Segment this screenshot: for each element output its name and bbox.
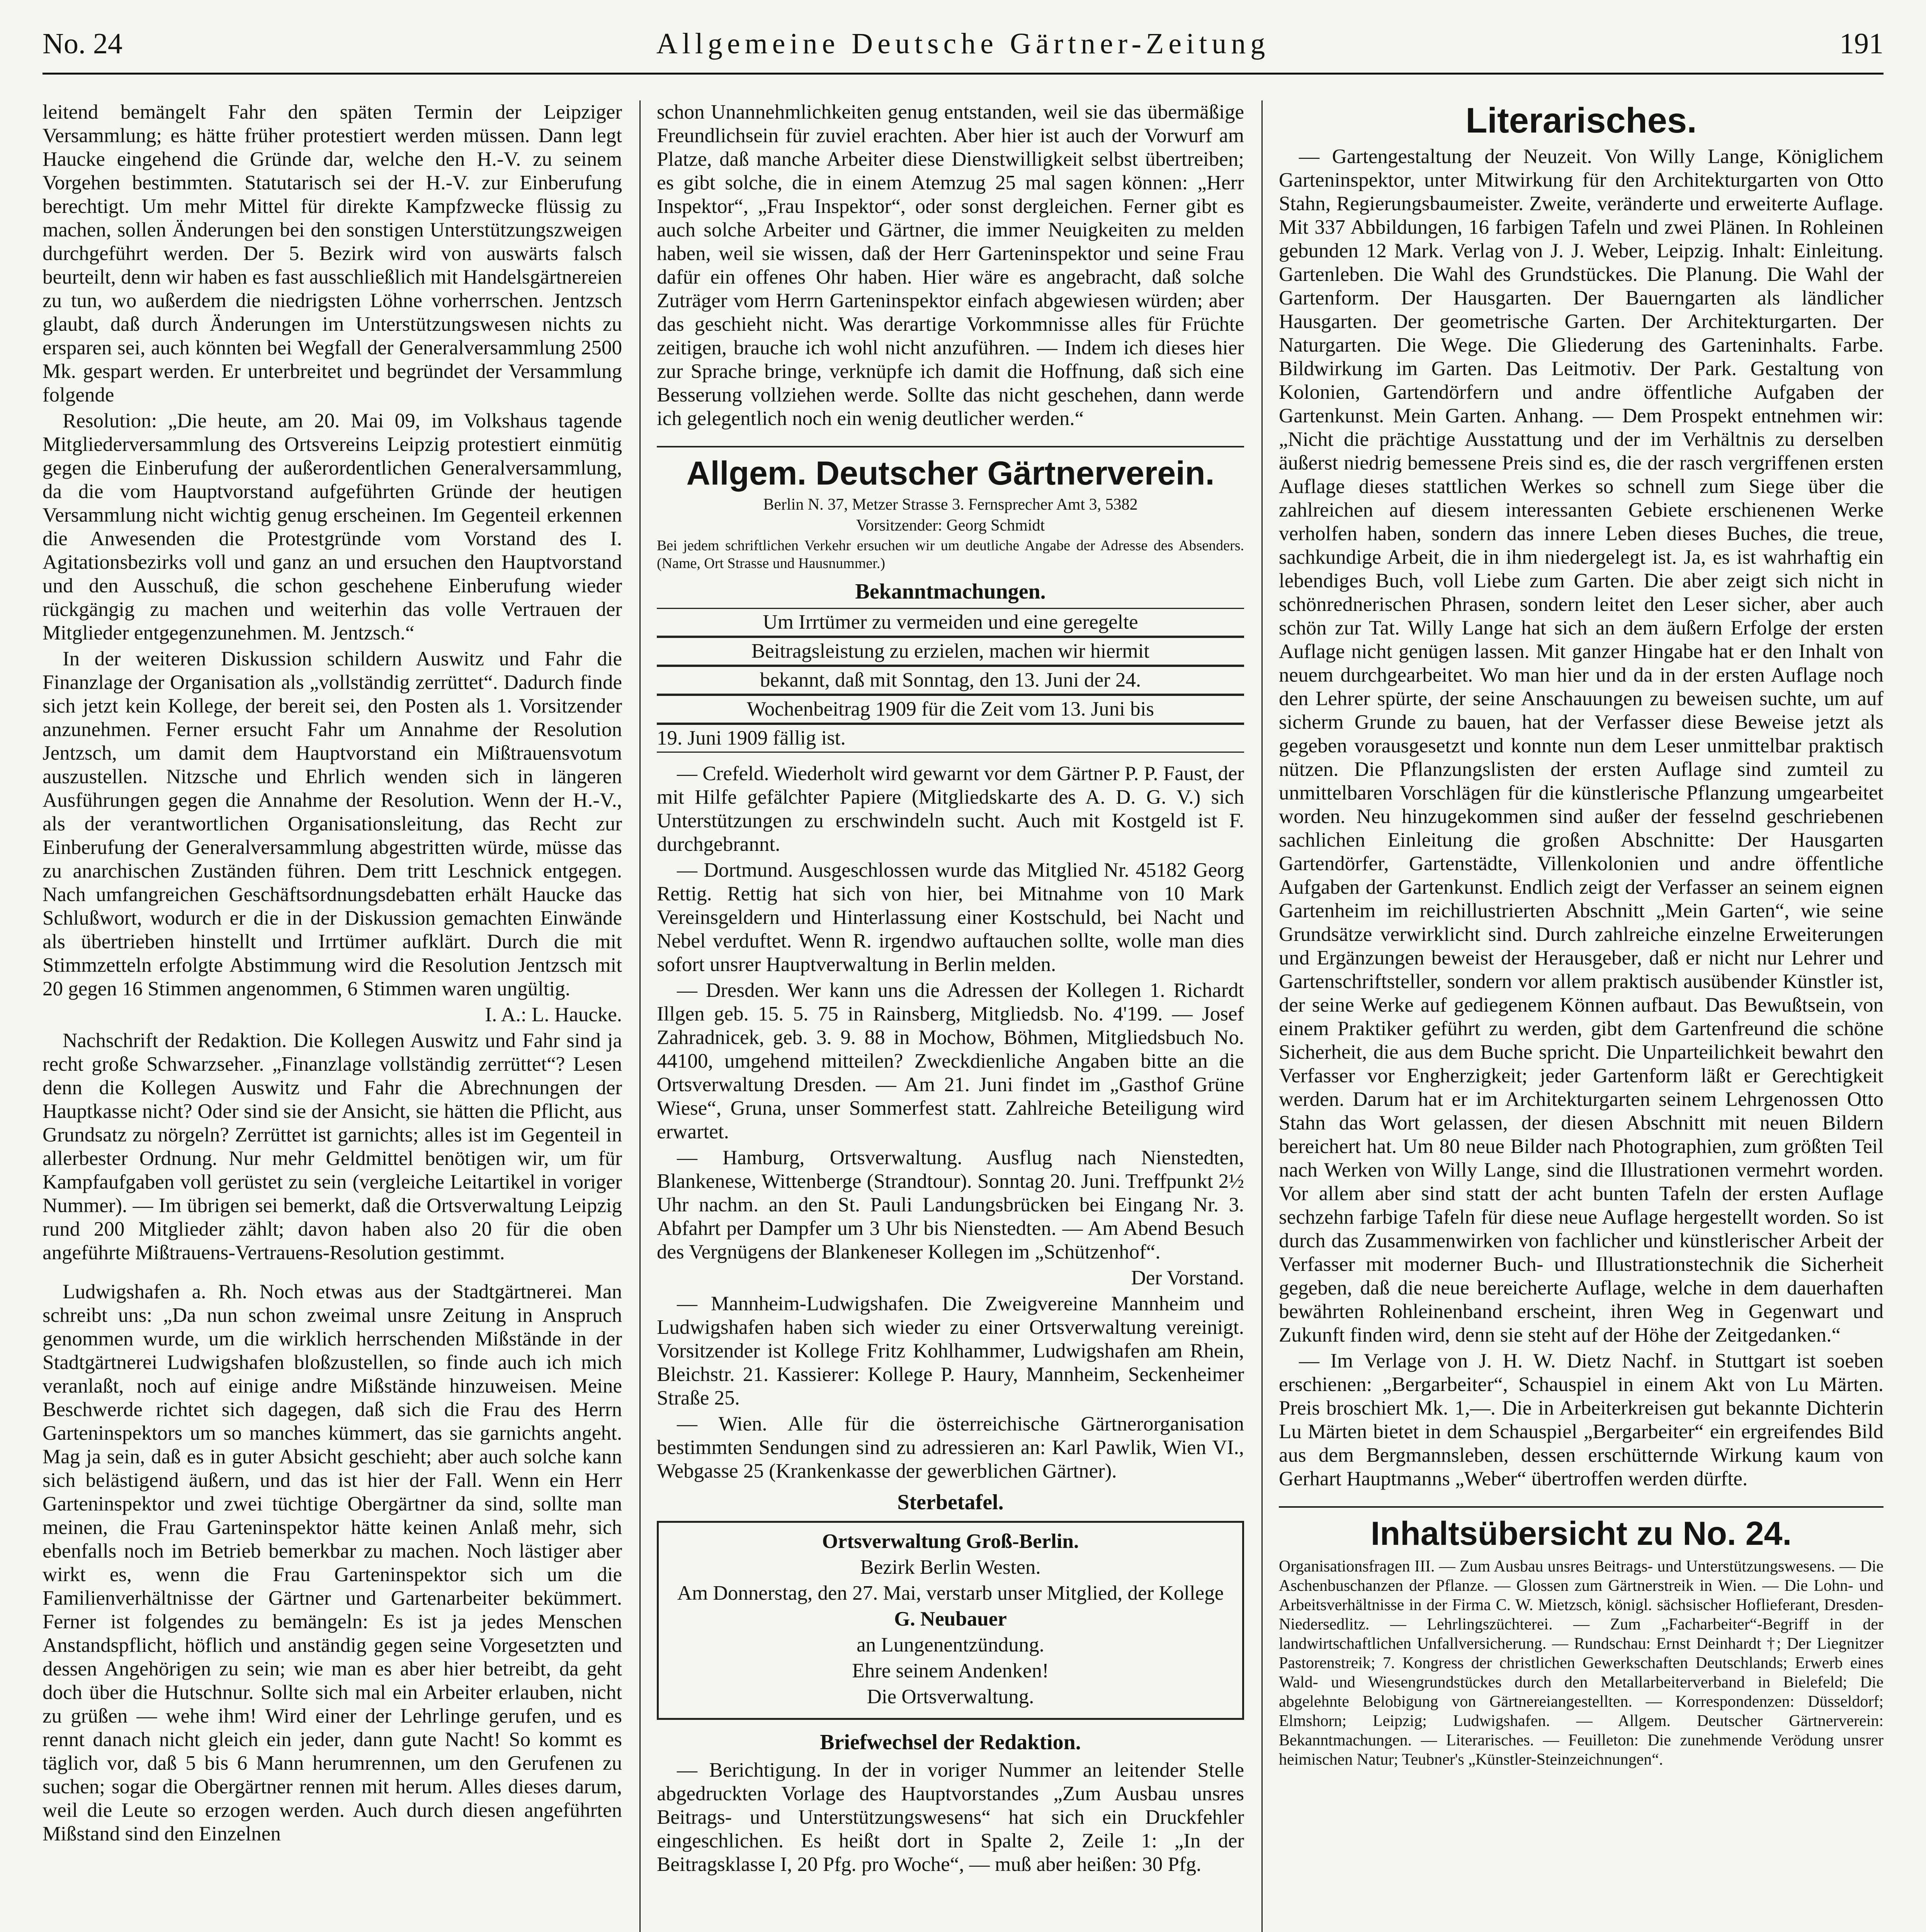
obituary-title: Sterbetafel. — [897, 1490, 1004, 1514]
column-2 — [657, 100, 1244, 1932]
newspaper-title: Allgemeine Deutsche Gärtner-Zeitung — [656, 27, 1270, 60]
obituary-name: G. Neubauer — [894, 1608, 1007, 1630]
obituary-line: Die Ortsverwaltung. — [867, 1685, 1034, 1708]
ludwigshafen-article: Ludwigshafen a. Rh. Noch etwas aus der Stadtgärtnerei. Man schreibt uns: „Da nun schon zweimal unsre Zeitung in Anspruch genommen wurde, um die wirklich herrschenden Mißstände in der Stadtgärtnerei Ludwigshafen bloßzustellen, so finde auch ich mich veranlaßt, noch auf einige andre Mißstände hinzuweisen. Meine Beschwerde richtet sich dagegen, daß sich die Frau des Herrn Garteninspektors um so manches kümmert, das sie garnichts angeht. Mag ja sein, daß es in guter Absicht geschieht; aber auch solche kann sich belästigend äußern, und das ist hier der Fall. Wenn ein Herr Garteninspektor und zwei tüchtige Obergärtner da sind, sollte man meinen, die Frau Garteninspektor hätte keinen Anlaß mehr, sich ebenfalls noch im Betrieb bemerkbar zu machen. Noch lästiger aber wirkt es, wenn die Frau Garteninspektor sich um die Familienverhältnisse der Gärtner und Gartenarbeiter bekümmert. Ferner ist folgendes zu bemängeln: Es ist ja jedes Menschen Anstandspflicht, höflich und anständig gegen seine Vorgesetzten und dessen Angehörigen zu sein; wie man es aber hier betreibt, da geht doch über die Hutschnur. Sollte sich mal ein Arbeiter erlauben, nicht zu grüßen — wehe ihm! Wird einer der Lehrlinge gerufen, und es rennt danach nicht gleich ein jeder, dann gute Nacht! So kommt es täglich vor, daß 5 bis 6 Mann herumrennen, um den Gerufenen zu suchen; sogar die Obergärtner rennen mit herum. Alles dieses darum, weil die Leute so erzogen werden. Auch durch diesen angeführten Mißstand sind den Einzelnen — [42, 1281, 622, 1845]
obituary-box — [657, 1521, 1244, 1720]
page-number: 191 — [1839, 27, 1884, 60]
notice-mannheim: — Mannheim-Ludwigshafen. Die Zweigvereine Mannheim und Ludwigshafen haben sich wieder zu einer Ortsverwaltung vereinigt. Vorsitzender ist Kollege Fritz Kohlhammer, Ludwigshafen am Rhein, Bleichstr. 21. Kassierer: Kollege P. Haury, Mannheim, Seckenheimer Straße 25. — [657, 1293, 1244, 1409]
notice-dortmund: — Dortmund. Ausgeschlossen wurde das Mitglied Nr. 45182 Georg Rettig. Rettig hat sich von hier, bei Mitnahme von 10 Mark Vereinsgeldern und Hinterlassung einer Kostschuld, bei Nacht und Nebel verduftet. Wenn R. irgendwo auftauchen sollte, wolle man dies sofort unsrer Hauptverwaltung in Berlin melden. — [657, 859, 1244, 976]
announcement-line: Wochenbeitrag 1909 für die Zeit vom 13. Juni bis — [657, 695, 1244, 724]
association-note: Bei jedem schriftlichen Verkehr ersuchen wir um deutliche Angabe der Adresse des Absenders. (Name, Ort Strasse und Hausnummer.) — [657, 537, 1244, 571]
announcement-line: Um Irrtümer zu vermeiden und eine geregelte — [657, 608, 1244, 637]
obituary-line: Am Donnerstag, den 27. Mai, verstarb unser Mitglied, der Kollege — [677, 1582, 1224, 1604]
obituary-line: an Lungenentzündung. — [857, 1634, 1044, 1656]
association-chair: Vorsitzender: Georg Schmidt — [856, 517, 1045, 534]
obituary-line: Ehre seinem Andenken! — [852, 1660, 1049, 1682]
announcements-title: Bekanntmachungen. — [855, 580, 1046, 604]
contents-title: Inhaltsübersicht zu No. 24. — [1279, 1506, 1884, 1553]
column-divider — [1261, 100, 1263, 1932]
correction-notice: — Berichtigung. In der in voriger Nummer an leitender Stelle abgedruckten Vorlage des Hauptvorstandes „Zum Ausbau unsres Beitrags- und Unterstützungswesens“ hat sich ein Druckfehler eingeschlichen. Es heißt dort in Spalte 2, Zeile 1: „In der Beitragsklasse I, 20 Pfg. pro Woche“, — muß aber heißen: 30 Pfg. — [657, 1759, 1244, 1876]
column-3 — [1279, 100, 1884, 1932]
section-title: Allgem. Deutscher Gärtnerverein. — [657, 446, 1244, 493]
book-review: — Im Verlage von J. H. W. Dietz Nachf. in Stuttgart ist soeben erschienen: „Bergarbeiter“, Schauspiel in einem Akt von Lu Märten. Preis broschiert Mk. 1,—. Die in Arbeiterkreisen gut bekannte Dichterin Lu Märten bietet in dem Schauspiel „Bergarbeiter“ ein ergreifendes Bild aus dem Bergmannsleben, dessen erschütternde Wirkung kaum von Gerhart Hauptmanns „Weber“ übertroffen werden dürfte. — [1279, 1350, 1884, 1490]
editorial-note: Nachschrift der Redaktion. Die Kollegen Auswitz und Fahr sind ja recht große Schwarzseher. „Finanzlage vollständig zerrüttet“? Lesen denn die Kollegen Auswitz und Fahr die Abrechnungen der Hauptkasse nicht? Oder sind sie der Ansicht, sie hätten die Pflicht, aus Grundsatz zu nörgeln? Zerrüttet ist garnichts; alles ist im Gegenteil in allerbester Ordnung. Nur mehr Geldmittel benötigen wir, um für Kampfaufgaben voll gerüstet zu sein (vergleiche Leitartikel in voriger Nummer). — Im übrigen sei bemerkt, daß die Ortsverwaltung Leipzig rund 200 Mitglieder zählt; davon haben also 20 für die oben angeführte Mißtrauens-Vertrauens-Resolution gestimmt. — [42, 1029, 622, 1264]
notice-crefeld: — Crefeld. Wiederholt wird gewarnt vor dem Gärtner P. P. Faust, der mit Hilfe gefälchter Papiere (Mitgliedskarte des A. D. G. V.) sich Unterstützungen zu erschwindeln sucht. Auch mit Kostgeld ist F. durchgebrannt. — [657, 762, 1244, 855]
notice-wien: — Wien. Alle für die österreichische Gärtnerorganisation bestimmten Sendungen sind zu adressieren an: Karl Pawlik, Wien VI., Webgasse 25 (Krankenkasse der gewerblichen Gärtner). — [657, 1413, 1244, 1482]
announcement-line: Beitragsleistung zu erzielen, machen wir hiermit — [657, 637, 1244, 666]
book-review: — Gartengestaltung der Neuzeit. Von Willy Lange, Königlichem Garteninspektor, unter Mitwirkung für den Architekturgarten von Otto Stahn, Regierungsbaumeister. Zweite, veränderte und erweiterte Auflage. Mit 337 Abbildungen, 16 farbigen Tafeln und zwei Plänen. In Rohleinen gebunden 12 Mark. Verlag von J. J. Weber, Leipzig. Inhalt: Einleitung. Gartenleben. Die Wahl des Grundstückes. Die Planung. Die Wahl der Gartenform. Der Hausgarten. Der Bauerngarten als ländlicher Hausgarten. Der geometrische Garten. Der Architekturgarten. Der Naturgarten. Die Wege. Die Gliederung des Garteninhalts. Farbe. Bildwirkung im Garten. Das Leitmotiv. Der Park. Gestaltung von Kolonien, Gartendörfern und andre öffentliche Aufgaben der Gartenkunst. Mein Garten. Anhang. — Dem Prospekt entnehmen wir: „Nicht die prächtige Ausstattung und der im Verhältnis zu derselben äußerst niedrig bemessene Preis sind es, die der rasch vergriffenen ersten Auflage dieses stattlichen Werkes so schnell zum Siege über die zahlreichen auf diesem interessanten Gebiete erschienenen Werke verholfen haben, sondern das innere Leben dieses Buches, die treue, sachkundige Arbeit, die in ihm niedergelegt ist. Ja, es ist wahrhaftig ein lebendiges Buch, voll Liebe zum Garten. Die aber zeigt sich nicht in schönrednerischen Phrasen, sondern leitet den Leser sicher, aber auch schön zur Tat. Willy Lange hat sich an dem äußern Erfolge der ersten Auflage nicht genügen lassen. Mit ganzer Hingabe hat er den Inhalt von neuem durchgearbeitet. Wo man hier und da in der ersten Auflage noch den Lehrer spürte, der seine Anschauungen zu beweisen suchte, um auf sicherm Grunde zu bauen, hat der Verfasser diese Beweise jetzt als gegeben vorausgesetzt und konnte nun dem Leser unmittelbar praktisch nützen. Die Pflanzungslisten der ersten Auflage sind zumteil zu unmittelbaren Vorschlägen für die künstlerische Pflanzung umgearbeitet worden. Neu hinzugekommen sind außer der fesselnd geschriebenen sachlichen Einleitung die großen Abschnitte: Der Hausgarten Gartendörfer, Gartenstädte, Villenkolonien und andre öffentliche Aufgaben der Gartenkunst. Endlich zeigt der Verfasser an seinem eignen Gartenheim im reichillustrierten Abschnitt „Mein Garten“, wie seine Grundsätze verwirklicht sind. Durch zahlreiche einzelne Erweiterungen und Ergänzungen beweist der Herausgeber, daß er nicht nur Lehrer und Gartenschriftsteller, sondern vor allem praktisch ausübender Künstler ist, der seine Werke auf gediegenem Können aufbaut. Das Bewußtsein, von einem Praktiker geführt zu werden, gibt dem Gartenfreund die schöne Sicherheit, die aus dem Buche spricht. Die Unparteilichkeit bewahrt den Verfasser vor Engherzigkeit; jeder Gartenform läßt er Gerechtigkeit werden. Darum hat er im Architekturgarten seinem Lehrgenossen Otto Stahn das Wort gelassen, der diesen Abschnitt mit neuen Bildern bereichert hat. Um 80 neue Bilder nach Photographien, zum größten Teil nach Werken von Willy Lange, sind die Illustrationen vermehrt worden. Vor allem aber sind statt der acht bunten Tafeln der ersten Auflage sechzehn farbige Tafeln für diese neue Auflage hergestellt worden. So ist durch das Zusammenwirken von fachlicher und künstlerischer Arbeit der Verfasser mit moderner Buch- und Illustrationstechnik die Sicherheit gegeben, daß die neue bereicherte Auflage, welche in dem dauerhaften bewährten Rohleinenband erscheint, ihren Weg in Gegenwart und Zukunft finden wird, denn sie steht auf der Höhe der Zeitgedanken.“ — [1279, 145, 1884, 1346]
resolution-paragraph: Resolution: „Die heute, am 20. Mai 09, im Volkshaus tagende Mitgliederversammlung des Ortsvereins Leipzig protestiert einmütig gegen die Einberufung der außerordentlichen Generalversammlung, da die vom Hauptvorstand aufgeführten Gründe der heutigen Versammlung nicht wichtig genug erscheinen. Im Gegenteil erkennen die Anwesenden die Protestgründe vom Vorstand des I. Agitationsbezirks voll und ganz an und ersuchen den Hauptvorstand und den Ausschuß, die schon geschehene Einberufung wieder rückgängig zu machen und weiterhin das volle Vertrauen der Mitglieder entgegenzunehmen. M. Jentzsch.“ — [42, 410, 622, 644]
association-address: Berlin N. 37, Metzer Strasse 3. Fernsprecher Amt 3, 5382 — [763, 496, 1138, 514]
announcement-line: 19. Juni 1909 fällig ist. — [657, 724, 1244, 753]
contents-list: Organisationsfragen III. — Zum Ausbau unsres Beitrags- und Unterstützungswesens. — Die Aschenbuschanzen der Pflanze. — Glossen zum Gärtnerstreik in Wien. — Die Lohn- und Arbeitsverhältnisse in der Firma C. W. Mietzsch, königl. sächsischer Hoflieferant, Dresden-Niedersedlitz. — Lehrlingszüchterei. — Zum „Facharbeiter“-Begriff in der landwirtschaftlichen Unfallversicherung. — Rundschau: Ernst Deinhardt †; Der Liegnitzer Pastorenstreik; 7. Kongress der christlichen Gewerkschaften Deutschlands; Erwerb eines Wald- und Wiesengrundstückes durch den Metallarbeiterverband in Bielefeld; Die abgelehnte Belobigung von Gärtnereiangestellten. — Korrespondenzen: Düsseldorf; Elmshorn; Leipzig; Ludwigshafen. — Allgem. Deutscher Gärtnerverein: Bekanntmachungen. — Literarisches. — Feuilleton: Die zunehmende Verödung unsrer heimischen Natur; Teubner's „Künstler-Steinzeichnungen“. — [1279, 1558, 1884, 1769]
article-paragraph: leitend bemängelt Fahr den späten Termin der Leipziger Versammlung; es hätte früher protestiert werden müssen. Dann legt Haucke eingehend die Gründe dar, welche den H.-V. zu seinem Vorgehen bestimmten. Statutarisch sei der H.-V. zur Einberufung berechtigt. Um mehr Mittel für direkte Kampfzwecke flüssig zu machen, sollen Änderungen bei den sonstigen Unterstützungszweigen durchgeführt werden. Der 5. Bezirk wird von auswärts falsch beurteilt, denn wir haben es fast ausschließlich mit Handelsgärtnereien zu tun, wo außerdem die niedrigsten Löhne vorherrschen. Jentzsch glaubt, daß durch Änderungen im Unterstützungswesen nichts zu ersparen sei, auch könnten bei Wegfall der Generalversammlung 2500 Mk. gespart werden. Er unterbreitet und begründet der Versammlung folgende — [42, 101, 622, 406]
article-paragraph: schon Unannehmlichkeiten genug entstanden, weil sie das übermäßige Freundlichsein für zuviel erachten. Aber hier ist auch der Vorwurf am Platze, daß manche Arbeiter diese Dienstwilligkeit selbst übertreiben; es gibt solche, die in einem Atemzug 25 mal sagen können: „Herr Inspektor“, „Frau Inspektor“, oder sonst dergleichen. Ferner gibt es auch solche Arbeiter und Gärtner, die immer Neuigkeiten zu melden haben, weil sie wissen, daß der Herr Garteninspektor und seine Frau dafür ein offenes Ohr haben. Hier wäre es angebracht, daß solche Zuträger vom Herrn Garteninspektor einfach abgewiesen würden; aber das geschieht nicht. Was derartige Vorkommnisse alles für Früchte zeitigen, brauche ich wohl nicht anzuführen. — Indem ich dieses hier zur Sprache bringe, verknüpfe ich damit die Hoffnung, daß sich eine Besserung vollziehen werde. Sollte das nicht geschehen, dann werde ich gelegentlich noch ein wenig deutlicher werden.“ — [657, 101, 1244, 430]
notice-hamburg: — Hamburg, Ortsverwaltung. Ausflug nach Nienstedten, Blankenese, Wittenberge (Strandtour). Sonntag 20. Juni. Treffpunkt 2½ Uhr nachm. an den St. Pauli Landungsbrücken bei Eingang Nr. 3. Abfahrt per Dampfer um 3 Uhr bis Nienstedten. — Am Abend Besuch des Vergnügens der Blankeneser Kollegen im „Schützenhof“. — [657, 1146, 1244, 1263]
announcement-line: bekannt, daß mit Sonntag, den 13. Juni der 24. — [657, 666, 1244, 695]
page-header — [42, 27, 1884, 85]
signature: I. A.: L. Haucke. — [485, 1003, 622, 1026]
column-1 — [42, 100, 622, 1932]
issue-number: No. 24 — [42, 27, 122, 60]
correspondence-title: Briefwechsel der Redaktion. — [820, 1730, 1081, 1754]
column-divider — [639, 100, 641, 1932]
signature: Der Vorstand. — [1131, 1267, 1244, 1289]
article-paragraph: In der weiteren Diskussion schildern Auswitz und Fahr die Finanzlage der Organisation als „vollständig zerrüttet“. Dadurch finde sich jetzt kein Kollege, der bereit sei, den Posten als 1. Vorsitzender anzunehmen. Ferner ersucht Fahr um Annahme der Resolution Jentzsch, um damit dem Hauptvorstand ein Mißtrauensvotum auszustellen. Nitzsche und Ehrlich wenden sich in längeren Ausführungen gegen die Annahme der Resolution. Wenn der H.-V., als der verantwortlichen Organisationsleitung, das Recht zur Einberufung der Generalversammlung abgestritten würde, müsse das zu anarchischen Zuständen führen. Dem tritt Leschnick entgegen. Nach umfangreichen Geschäftsordnungsdebatten erhält Haucke das Schlußwort, wodurch er die in der Diskussion gemachten Einwände als übertrieben hinstellt und Irrtümer aufklärt. Durch die mit Stimmzetteln erfolgte Abstimmung wird die Resolution Jentzsch mit 20 gegen 16 Stimmen angenommen, 6 Stimmen waren ungültig. — [42, 648, 622, 1000]
obituary-line: Ortsverwaltung Groß-Berlin. — [822, 1530, 1079, 1553]
section-title: Literarisches. — [1465, 101, 1697, 140]
header-rule — [42, 73, 1884, 75]
obituary-line: Bezirk Berlin Westen. — [860, 1556, 1041, 1578]
notice-dresden: — Dresden. Wer kann uns die Adressen der Kollegen 1. Richardt Illgen geb. 15. 5. 75 in Rainsberg, Mitgliedsb. No. 4'199. — Josef Zahradnicek, geb. 3. 9. 88 in Mochow, Böhmen, Mitgliedsbuch No. 44100, umgehend mitteilen? Zweckdienliche Angaben bitte an die Ortsverwaltung Dresden. — Am 21. Juni findet im „Gasthof Grüne Wiese“, Gruna, unser Sommerfest statt. Zahlreiche Beteiligung wird erwartet. — [657, 979, 1244, 1143]
